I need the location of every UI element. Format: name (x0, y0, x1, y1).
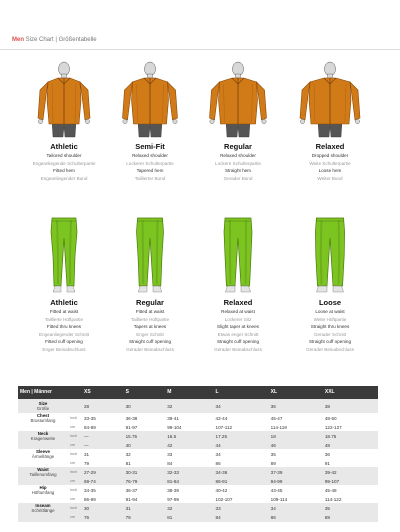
table-row (18, 513, 378, 521)
table-cell: 30-31 (124, 467, 166, 477)
pants-fit-description: Etwas enger Schnitt (217, 331, 259, 337)
pants-fit-description: Enger Schnitt (136, 331, 164, 337)
unit-label: inch (68, 431, 82, 441)
table-cell: 122-127 (323, 423, 378, 431)
table-cell: 35 (323, 503, 378, 513)
table-cell: 32-33 (165, 467, 213, 477)
jacket-figure-regular (192, 60, 284, 138)
measurement-label-de: Größe (36, 406, 50, 411)
measurement-label-de: Brustumfang (30, 418, 56, 423)
table-cell: 34 (214, 399, 269, 413)
table-cell: 34-35 (82, 485, 124, 495)
pants-fit-description: Fitted cuff opening (45, 339, 83, 345)
size-column-header: XL (269, 386, 323, 399)
table-cell: 31 (124, 503, 166, 513)
size-column-header: M (165, 386, 213, 399)
pants-fit-name: Relaxed (223, 298, 253, 307)
table-cell: 32 (165, 503, 213, 513)
jackets-fit-description: Weite Schulterpartie (309, 160, 351, 166)
table-row (18, 485, 378, 495)
jackets-fit-description: Taillierter Bund (134, 175, 166, 181)
jackets-fit-description: Relaxed shoulder (132, 153, 168, 158)
table-cell: 42 (165, 441, 213, 449)
size-column-header: XXL (323, 386, 378, 399)
table-cell: 48-50 (323, 413, 378, 423)
table-cell: 114-119 (269, 423, 323, 431)
unit-label: inch (68, 413, 82, 423)
unit-label: inch (68, 485, 82, 495)
pants-fit-description: Lockerer Sitz (224, 316, 252, 322)
table-cell: 38 (323, 399, 378, 413)
table-cell: 81 (165, 513, 213, 521)
pants-fit-description: Gerader Schnitt (313, 331, 347, 337)
unit-label: inch (68, 449, 82, 459)
measurement-label (18, 413, 68, 423)
table-cell: 36-37 (124, 485, 166, 495)
measurement-label (18, 459, 68, 467)
measurement-label (18, 513, 68, 521)
pants-figure-athletic (18, 216, 110, 294)
table-cell: 48 (323, 441, 378, 449)
jackets-fit-description: Lockerer Schulterpartie (126, 160, 174, 166)
brand-label: Men (12, 37, 24, 43)
table-cell: 91-94 (124, 495, 166, 503)
table-cell: 40-42 (214, 485, 269, 495)
jackets-fit-description: Loose hem (318, 168, 342, 174)
table-cell: 45-47 (269, 413, 323, 423)
table-cell: 69-74 (82, 477, 124, 485)
table-cell: 79 (82, 459, 124, 467)
table-cell: 39-41 (165, 413, 213, 423)
table-cell: 97-99 (165, 495, 213, 503)
jackets-fit-regular (192, 60, 284, 182)
table-cell: 89 (323, 513, 378, 521)
table-cell: 94-99 (269, 477, 323, 485)
table-cell: 34-36 (214, 467, 269, 477)
table-row (18, 503, 378, 513)
table-row (18, 477, 378, 485)
pants-fit-description: Weite Hüftpartie (313, 316, 347, 322)
table-row (18, 449, 378, 459)
table-row (18, 431, 378, 441)
table-cell: 45-48 (323, 485, 378, 495)
measurement-label-en: Inseam (35, 503, 51, 509)
measurement-label (18, 441, 68, 449)
table-cell: 18 (269, 431, 323, 441)
table-cell: 34 (269, 503, 323, 513)
pants-fit-description: Taillierte Hüftpartie (130, 316, 170, 322)
table-cell: 84-89 (82, 423, 124, 431)
table-cell: 84 (165, 459, 213, 467)
pants-fit-description: Fitted at waist (49, 309, 79, 314)
table-cell: 33 (214, 503, 269, 513)
table-cell: 46 (269, 441, 323, 449)
size-table (18, 386, 378, 522)
table-cell: 99-107 (323, 477, 378, 485)
table-cell: 17.25 (214, 431, 269, 441)
jackets-fit-name: Semi-Fit (135, 142, 165, 151)
table-cell: 109-114 (269, 495, 323, 503)
measurement-label (18, 431, 68, 441)
table-cell: 86 (269, 513, 323, 521)
measurement-label-en: Waist (37, 467, 49, 473)
pants-fit-description: Loose at waist (315, 309, 345, 314)
table-corner-label: Men | Männer (18, 386, 82, 399)
table-cell: 86-91 (214, 477, 269, 485)
page-title (12, 37, 97, 43)
table-cell: 37-39 (269, 467, 323, 477)
pants-fit-relaxed (192, 216, 284, 354)
jackets-fit-description: Tapered hem (136, 168, 164, 174)
measurement-label (18, 449, 68, 459)
size-column-header: XS (82, 386, 124, 399)
unit-label: cm (68, 513, 82, 521)
pants-fit-loose (284, 216, 376, 354)
jackets-fit-athletic (18, 60, 110, 182)
measurement-label (18, 467, 68, 477)
table-cell: 91 (323, 459, 378, 467)
table-cell: — (82, 431, 124, 441)
jackets-fit-description: Engeanliegender Bund (40, 175, 88, 181)
table-cell: 32 (124, 449, 166, 459)
table-cell: 86 (214, 459, 269, 467)
table-cell: 79 (124, 513, 166, 521)
table-cell: 76 (82, 513, 124, 521)
table-cell: 114-122 (323, 495, 378, 503)
table-cell: 36 (323, 449, 378, 459)
size-table-header (18, 386, 378, 399)
table-cell: 33 (165, 449, 213, 459)
table-cell: 35 (269, 449, 323, 459)
table-cell: 99-104 (165, 423, 213, 431)
jacket-figure-athletic (18, 60, 110, 138)
unit-label: inch (68, 467, 82, 477)
jackets-fit-relaxed (284, 60, 376, 182)
pants-figure-regular (104, 216, 196, 294)
table-cell: 81-84 (165, 477, 213, 485)
jackets-fit-description: Straight hem (224, 168, 252, 174)
size-column-header: L (214, 386, 269, 399)
jackets-fit-description: Tailored shoulder (46, 153, 82, 158)
jackets-fit-name: Regular (224, 142, 252, 151)
measurement-label-de: Hüftumfang (31, 490, 55, 496)
table-cell: 42-44 (214, 413, 269, 423)
measurement-label-de: Ärmellänge (31, 454, 55, 460)
unit-label: cm (68, 459, 82, 467)
table-cell: 91-97 (124, 423, 166, 431)
size-column-header: S (124, 386, 166, 399)
table-cell: 76-79 (124, 477, 166, 485)
pants-figure-loose (284, 216, 376, 294)
measurement-label-en: Hip (39, 485, 47, 491)
table-cell: 36 (269, 399, 323, 413)
table-cell: 30 (124, 399, 166, 413)
pants-figure-relaxed (192, 216, 284, 294)
table-cell: 102-107 (214, 495, 269, 503)
pants-fit-description: Relaxed at waist (221, 309, 255, 314)
unit-label: cm (68, 477, 82, 485)
table-row (18, 495, 378, 503)
table-cell: — (82, 441, 124, 449)
measurement-label (18, 477, 68, 485)
pants-fit-athletic (18, 216, 110, 354)
pants-fit-description: Tapers at knees (133, 324, 167, 330)
table-row (18, 399, 378, 413)
table-cell: 38-39 (165, 485, 213, 495)
table-row (18, 467, 378, 477)
measurement-label (18, 503, 68, 513)
pants-fit-description: Straight thru knees (310, 324, 350, 330)
table-cell: 89 (269, 459, 323, 467)
jackets-fit-description: Gerader Bund (223, 175, 253, 181)
table-cell: 39-42 (323, 467, 378, 477)
page-header (0, 34, 400, 50)
pants-fit-description: Straight cuff opening (216, 339, 260, 345)
table-cell: 16.5 (165, 431, 213, 441)
pants-fit-description: Fitted at waist (135, 309, 165, 314)
pants-fit-description: Gerader Beinabschluss (126, 346, 174, 352)
pants-fit-name: Athletic (50, 298, 78, 307)
table-row (18, 423, 378, 431)
measurement-label-de: Taillenumfang (29, 472, 57, 478)
measurement-label (18, 495, 68, 503)
jackets-fit-description: Fitted hem (53, 168, 75, 174)
pants-fit-description: Straight cuff opening (128, 339, 172, 345)
pants-fit-name: Regular (136, 298, 164, 307)
unit-label: cm (68, 495, 82, 503)
pants-fit-description: Gerader Beinabschluss (306, 346, 354, 352)
pants-fit-description: Straight cuff opening (308, 339, 352, 345)
table-cell: 34 (214, 449, 269, 459)
table-cell: 28 (82, 399, 124, 413)
measurement-label-en: Sleeve (36, 449, 50, 455)
table-cell: 44 (214, 441, 269, 449)
jackets-fit-name: Athletic (50, 142, 78, 151)
jackets-fit-semi (104, 60, 196, 182)
measurement-label (18, 485, 68, 495)
pants-fit-description: Fitted thru knees (46, 324, 82, 330)
jackets-fit-description: Weiter Bund (317, 175, 343, 181)
title-label: Size Chart | Größentabelle (25, 37, 97, 43)
measurement-label-en: Chest (36, 413, 50, 418)
pants-fit-description: Engeanliegender Schnitt (38, 331, 90, 337)
jackets-fit-description: Dropped shoulder (311, 153, 349, 158)
measurement-label-de: Schrittlänge (31, 508, 55, 514)
table-cell: 84 (214, 513, 269, 521)
jacket-figure-semi (104, 60, 196, 138)
jackets-fit-name: Relaxed (315, 142, 345, 151)
table-cell: 40 (124, 441, 166, 449)
jackets-fit-description: Engeanliegende Schulterpartie (32, 160, 96, 166)
pants-fit-description: Gerader Beinabschluss (214, 346, 262, 352)
table-cell: 15.75 (124, 431, 166, 441)
jacket-figure-relaxed (284, 60, 376, 138)
table-cell: 31 (82, 449, 124, 459)
unit-label (68, 399, 82, 413)
measurement-label (18, 399, 68, 413)
pants-fit-description: Slight taper at knees (217, 324, 259, 330)
table-cell: 81 (124, 459, 166, 467)
table-cell: 32 (165, 399, 213, 413)
table-cell: 18.75 (323, 431, 378, 441)
table-cell: 107-112 (214, 423, 269, 431)
pants-fit-name: Loose (318, 298, 342, 307)
table-cell: 36-38 (124, 413, 166, 423)
measurement-label-en: Size (38, 401, 48, 406)
unit-label: inch (68, 503, 82, 513)
measurement-label-de: Kragenweite (30, 436, 56, 442)
measurement-label (18, 423, 68, 431)
pants-fit-regular (104, 216, 196, 354)
table-cell: 30 (82, 503, 124, 513)
jackets-fit-description: Lockere Schulterpartie (215, 160, 261, 166)
table-cell: 27-29 (82, 467, 124, 477)
pants-fit-description: Enger Beinabschluss (42, 346, 86, 352)
measurement-label-en: Neck (37, 431, 49, 437)
unit-label: cm (68, 423, 82, 431)
table-cell: 43-45 (269, 485, 323, 495)
table-cell: 33-35 (82, 413, 124, 423)
table-row (18, 413, 378, 423)
table-cell: 86-89 (82, 495, 124, 503)
table-row (18, 441, 378, 449)
unit-label: cm (68, 441, 82, 449)
table-row (18, 459, 378, 467)
jackets-fit-description: Relaxed shoulder (220, 153, 256, 158)
pants-fit-description: Taillierte Hüftpartie (44, 316, 84, 322)
